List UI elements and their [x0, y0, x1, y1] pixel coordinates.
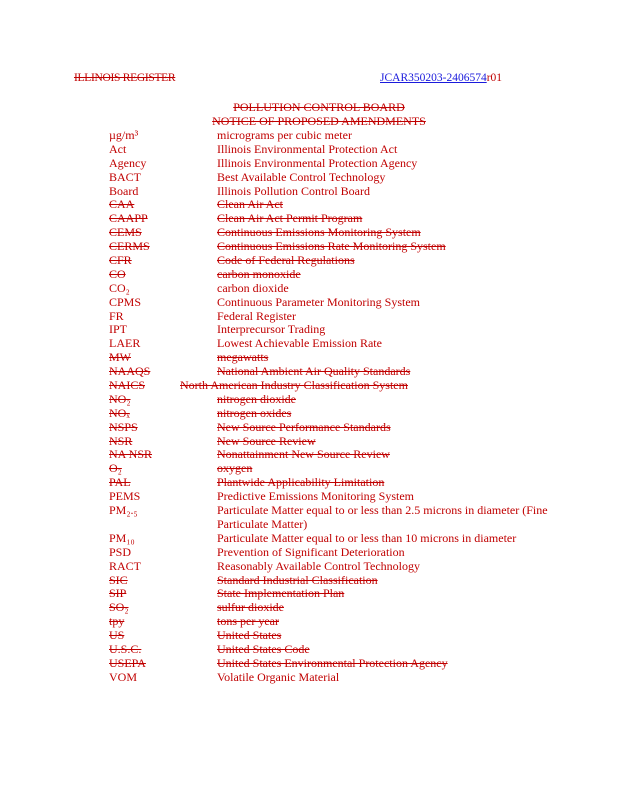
abbreviation-row — [0, 142, 618, 156]
abbreviation-row — [0, 392, 618, 406]
abbreviation-term: CEMS — [109, 225, 142, 240]
abbreviation-definition: Continuous Emissions Monitoring System — [217, 225, 421, 240]
abbreviation-definition: Interprecursor Trading — [217, 322, 326, 337]
abbreviation-definition: megawatts — [217, 350, 269, 365]
abbreviation-term: NOₓ — [109, 405, 130, 420]
abbreviation-term: tpy — [109, 614, 125, 629]
abbreviation-row — [0, 447, 618, 461]
abbreviation-row — [0, 420, 618, 434]
abbreviation-row — [0, 586, 618, 600]
abbreviation-term: PSD — [109, 544, 132, 559]
abbreviation-definition: United States Code — [217, 641, 310, 656]
abbreviation-row — [0, 545, 618, 559]
abbreviation-definition: nitrogen oxides — [217, 405, 292, 420]
abbreviation-term: Board — [109, 183, 139, 198]
abbreviation-term: USEPA — [109, 655, 146, 670]
abbreviation-row — [0, 434, 618, 448]
abbreviation-definition: Particulate Matter equal to or less than 10 microns in diameter — [217, 530, 517, 545]
abbreviation-row — [0, 184, 618, 198]
abbreviation-term: NAICS — [109, 378, 146, 393]
abbreviation-definition: carbon monoxide — [217, 266, 301, 281]
abbreviation-definition: United States — [217, 628, 282, 643]
abbreviation-definition: Code of Federal Regulations — [217, 253, 355, 268]
abbreviation-term: O₂ — [109, 461, 122, 476]
abbreviation-row — [0, 225, 618, 239]
abbreviation-definition: carbon dioxide — [217, 280, 289, 295]
abbreviation-row — [0, 281, 618, 295]
abbreviation-row — [0, 350, 618, 364]
agency-title: POLLUTION CONTROL BOARD — [233, 100, 405, 114]
abbreviation-row — [0, 573, 618, 587]
abbreviation-row — [0, 364, 618, 378]
abbreviation-definition: North American Industry Classification System — [180, 378, 408, 393]
abbreviation-definition: Reasonably Available Control Technology — [217, 558, 421, 573]
abbreviation-definition: Illinois Environmental Protection Act — [217, 141, 398, 156]
abbreviation-term: Act — [109, 141, 127, 156]
abbreviation-row — [0, 600, 618, 614]
abbreviation-definition: Best Available Control Technology — [217, 169, 386, 184]
jcar-suffix: r01 — [486, 72, 503, 84]
abbreviation-term: Agency — [109, 155, 147, 170]
abbreviation-definition: Nonattainment New Source Review — [217, 447, 390, 462]
abbreviation-term: NAAQS — [109, 364, 151, 379]
abbreviation-term: CFR — [109, 253, 132, 268]
abbreviation-definition: New Source Review — [217, 433, 316, 448]
abbreviation-definition: Standard Industrial Classification — [217, 572, 378, 587]
abbreviation-definition: Predictive Emissions Monitoring System — [217, 489, 414, 504]
abbreviation-row — [0, 642, 618, 656]
abbreviation-term: µg/m³ — [109, 128, 139, 142]
abbreviation-definition: tons per year — [217, 614, 279, 629]
abbreviation-definition: Illinois Pollution Control Board — [217, 183, 371, 198]
abbreviation-term: FR — [109, 308, 124, 323]
header-jcar-reference — [380, 72, 502, 84]
header-register-title: ILLINOIS REGISTER — [74, 72, 176, 84]
abbreviation-list — [0, 128, 618, 684]
abbreviation-definition: nitrogen dioxide — [217, 391, 296, 406]
abbreviation-row — [0, 336, 618, 350]
abbreviation-row — [0, 628, 618, 642]
abbreviation-row — [0, 475, 618, 489]
abbreviation-term: U.S.C. — [109, 641, 142, 656]
abbreviation-row — [0, 503, 618, 531]
abbreviation-term: PM₂.₅ — [109, 503, 138, 518]
abbreviation-term: PEMS — [109, 489, 141, 504]
abbreviation-definition: Illinois Environmental Protection Agency — [217, 155, 418, 170]
abbreviation-term: LAER — [109, 336, 141, 351]
abbreviation-definition: United States Environmental Protection Agency — [217, 655, 448, 670]
abbreviation-row — [0, 267, 618, 281]
abbreviation-term: RACT — [109, 558, 142, 573]
abbreviation-row — [0, 614, 618, 628]
abbreviation-term: CAAPP — [109, 211, 148, 226]
abbreviation-row — [0, 253, 618, 267]
abbreviation-definition: New Source Performance Standards — [217, 419, 391, 434]
abbreviation-definition: Particulate Matter equal to or less than 2.5 microns in diameter (Fine Particulate Matter) — [217, 503, 548, 532]
abbreviation-row — [0, 295, 618, 309]
abbreviation-term: NA NSR — [109, 447, 153, 462]
abbreviation-term: BACT — [109, 169, 142, 184]
abbreviation-row — [0, 406, 618, 420]
notice-title: NOTICE OF PROPOSED AMENDMENTS — [212, 114, 426, 128]
abbreviation-row — [0, 197, 618, 211]
abbreviation-row — [0, 128, 618, 142]
abbreviation-definition: micrograms per cubic meter — [217, 128, 352, 142]
abbreviation-term: NSR — [109, 433, 133, 448]
abbreviation-row — [0, 170, 618, 184]
abbreviation-row — [0, 461, 618, 475]
abbreviation-term: NSPS — [109, 419, 138, 434]
abbreviation-row — [0, 670, 618, 684]
jcar-link[interactable]: JCAR350203-2406574 — [380, 72, 487, 84]
abbreviation-definition: Prevention of Significant Deterioration — [217, 544, 405, 559]
abbreviation-definition: Clean Air Act Permit Program — [217, 211, 363, 226]
abbreviation-term: NO₂ — [109, 391, 131, 406]
abbreviation-term: PM₁₀ — [109, 530, 135, 545]
abbreviation-term: MW — [109, 350, 131, 365]
abbreviation-term: CERMS — [109, 239, 150, 254]
abbreviation-row — [0, 156, 618, 170]
abbreviation-row — [0, 309, 618, 323]
abbreviation-definition: Clean Air Act — [217, 197, 283, 212]
abbreviation-term: VOM — [109, 669, 138, 684]
abbreviation-term: SIP — [109, 586, 127, 601]
abbreviation-row — [0, 378, 618, 392]
abbreviation-term: US — [109, 628, 125, 643]
abbreviation-row — [0, 211, 618, 225]
abbreviation-row — [0, 489, 618, 503]
abbreviation-term: SO₂ — [109, 600, 129, 615]
abbreviation-term: IPT — [109, 322, 127, 337]
abbreviation-definition: oxygen — [217, 461, 253, 476]
abbreviation-term: CO₂ — [109, 280, 130, 295]
abbreviation-definition: Continuous Parameter Monitoring System — [217, 294, 420, 309]
abbreviation-definition: Continuous Emissions Rate Monitoring System — [217, 239, 446, 254]
abbreviation-row — [0, 656, 618, 670]
abbreviation-definition: National Ambient Air Quality Standards — [217, 364, 411, 379]
abbreviation-term: SIC — [109, 572, 128, 587]
abbreviation-definition: Federal Register — [217, 308, 296, 323]
abbreviation-definition: Lowest Achievable Emission Rate — [217, 336, 382, 351]
abbreviation-definition: State Implementation Plan — [217, 586, 345, 601]
abbreviation-row — [0, 322, 618, 336]
abbreviation-term: CAA — [109, 197, 135, 212]
abbreviation-row — [0, 559, 618, 573]
abbreviation-definition: Volatile Organic Material — [217, 669, 340, 684]
abbreviation-row — [0, 239, 618, 253]
abbreviation-definition: Plantwide Applicability Limitation — [217, 475, 385, 490]
abbreviation-term: CPMS — [109, 294, 142, 309]
abbreviation-definition: sulfur dioxide — [217, 600, 284, 615]
abbreviation-term: CO — [109, 266, 126, 281]
abbreviation-row — [0, 531, 618, 545]
abbreviation-term: PAL — [109, 475, 131, 490]
